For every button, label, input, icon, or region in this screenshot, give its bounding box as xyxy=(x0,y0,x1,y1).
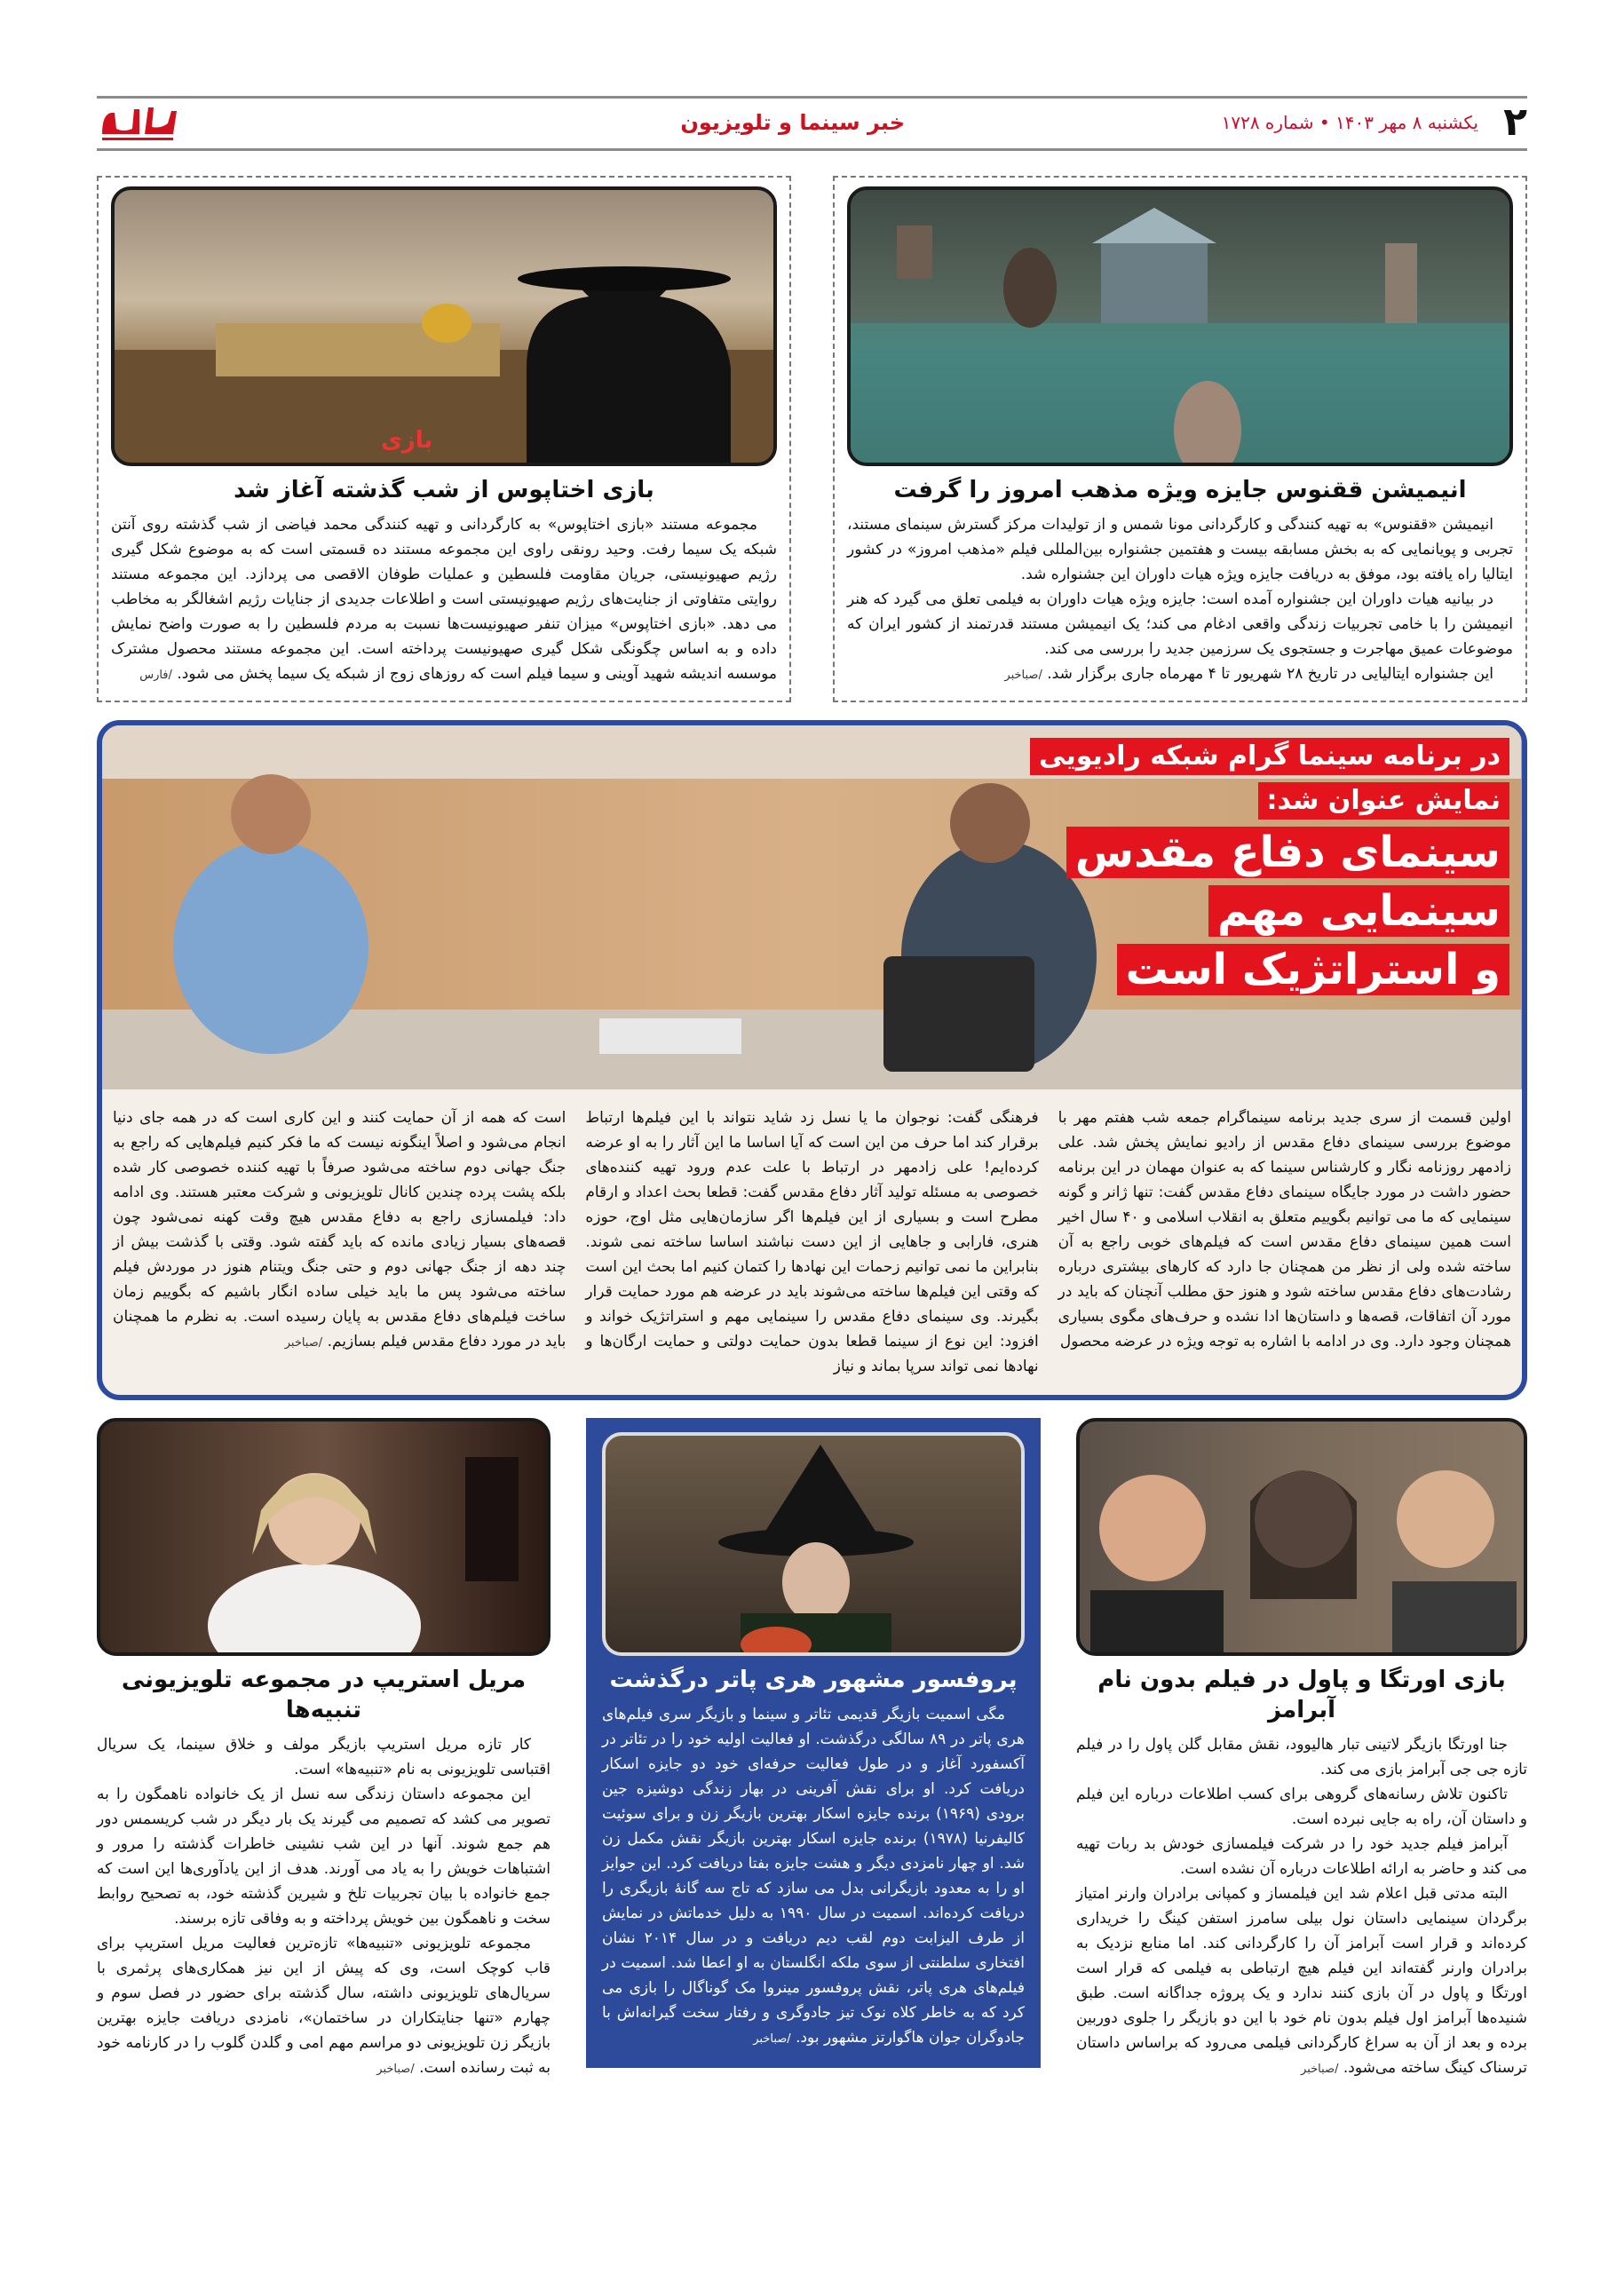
headline-qoqnoos: انیمیشن ققنوس جایزه ویژه مذهب امروز را گرفت xyxy=(893,477,1467,503)
radio-studio-photo xyxy=(102,725,1522,1089)
page-number: ۲ xyxy=(1503,99,1527,145)
paragraph: این مجموعه داستان زندگی سه نسل از یک خانواده ناهمگون را به تصویر می کشد که تصمیم می گیرند یک بار دیگر در شب کریسمس دور هم جمع شوند. آنها در این شب نشینی خاطرات گذشته را مرور و اشتباهات خویش را به یاد می آورند. هدف از این یادآوری‌ها این است که جمع خانواده با بیان تجربیات تلخ و شیرین گذشته خود، به تصحیح روابط سخت و ناهمگون بین خویش پرداخته و به وفاقی تازه برسند. xyxy=(97,1786,551,1928)
article-ortega-powell xyxy=(1076,1418,1527,2082)
bottom-row xyxy=(97,1418,1527,2082)
headline-ortega-powell: بازی اورتگا و پاول در فیلم بدون نام آبرامز xyxy=(1097,1667,1506,1723)
meryl-streep-photo xyxy=(97,1418,551,1656)
headline-line: و استراتژیک است xyxy=(1117,944,1509,995)
page-header xyxy=(97,96,1527,151)
article-box-qoqnoos xyxy=(833,176,1527,702)
article-body-qoqnoos xyxy=(847,512,1513,688)
article-box-octopus xyxy=(97,176,791,702)
top-row xyxy=(97,176,1527,702)
source-credit: /فارس xyxy=(139,669,172,682)
dateline: یکشنبه ۸ مهر ۱۴۰۳ • شماره ۱۷۲۸ xyxy=(1221,112,1478,133)
animation-still-photo xyxy=(847,186,1513,466)
paragraph: در بیانیه هیات داوران این جشنواره آمده است: جایزه ویژه هیات داوران به فیلمی تعلق می گیرد که هنر انیمیشن را با خامی تجربیات زندگی واقعی ادغام می کند؛ یک انیمیشن مستند قدرتمند از کشور ایران که موضوعات عمیق مهاجرت و جستجوی یک سرزمین جدید را بررسی می کند. xyxy=(847,590,1513,658)
article-meryl-streep xyxy=(97,1418,551,2082)
section-title: خبر سینما و تلویزیون xyxy=(680,110,905,135)
source-credit: /صباخبر xyxy=(753,2032,791,2046)
source-credit: /صباخبر xyxy=(1301,2063,1339,2076)
source-credit: /صباخبر xyxy=(284,1336,323,1350)
paragraph-text: مجموعه مستند «بازی اختاپوس» به کارگردانی و تهیه کنندگی محمد فیاضی از شب گذشته روی آنتن شبکه یک سیما رفت. وحید رونقی راوی این مجموعه مستند ده قسمتی است که به موضوع شکل گیری رژیم صهیونیستی، جریان مقاومت فلسطین و عملیات طوفان الاقصی می پردازد. این مجموعه مستند روایتی متفاوتی از جنایت‌های رژیم صهیونیستی است و اطلاعات جدیدی از جنایات رژیم اشغالگر به مخاطب می دهد. «بازی اختاپوس» میزان تنفر صهیونیست‌ها نسبت به مردم فلسطین را به صورت واضح نمایش داده و به اساس چگونگی شکل گیری صهیونیست پرداخته است. این مجموعه مستند محصول مشترک موسسه اندیشه شهید آوینی و سیما فیلم است که روزهای زوج از شبکه یک سیما پخش می شود. xyxy=(111,516,777,683)
headline-maggie-smith: پروفسور مشهور هری پاتر درگذشت xyxy=(609,1667,1018,1693)
paragraph: جنا اورتگا بازیگر لاتینی تبار هالیوود، نقش مقابل گلن پاول را در فیلم تازه جی جی آبرامز بازی می کند. xyxy=(1076,1736,1527,1778)
article-body-octopus xyxy=(111,512,777,688)
feature-column-2: فرهنگی گفت: نوجوان ما یا نسل زد شاید نتواند با این فیلم‌ها ارتباط برقرار کند اما حرف من این است که آیا اساسا ما این آثار را به او عرضه کرده‌ایم! علی زادمهر در ارتباط با علت عدم ورود تهیه کننده‌های خصوصی به مسئله تولید آثار دفاع مقدس گفت: قطعا بحث اعداد و ارقام مطرح است و بسیاری از این فیلم‌ها اگر سازمان‌هایی مثل اوج، حوزه هنری، فارابی و جاهایی از این دست نباشند اساسا ساخته نمی شوند. بنابراین ما نمی توانیم زحمات این نهادها را کتمان کنیم اما بحث این است که وقتی این فیلم‌ها ساخته می‌شوند باید در عرضه هم مورد حمایت قرار بگیرند. وی سینمای دفاع مقدس را سینمایی مهم و استراتژیک خواند و افزود: این نوع از سینما قطعا بدون حمایت دولتی و حمایت ارگان‌ها و نهادها نمی تواند سرپا بماند و نیاز xyxy=(585,1109,1039,1375)
feature-columns xyxy=(102,1089,1522,1395)
paragraph xyxy=(1076,1881,1527,2082)
paragraph xyxy=(602,1702,1025,2052)
octopus-documentary-photo xyxy=(111,186,777,466)
paragraph xyxy=(97,1931,551,2082)
feature-column-3 xyxy=(113,1105,566,1379)
article-body-meryl-streep xyxy=(97,1732,551,2082)
logo-icon xyxy=(97,102,178,143)
paragraph-text: مگی اسمیت بازیگر قدیمی تئاتر و سینما و بازیگر سری فیلم‌های هری پاتر در ۸۹ سالگی درگذشت. او فعالیت اولیه خود را در تئاتر در آکسفورد آغاز و در طول فعالیت حرفه‌ای خود دو جایزه اسکار دریافت کرد. او برای نقش آفرینی در بهار زندگی دوشیزه جین برودی (۱۹۶۹) برنده جایزه اسکار بهترین بازیگر زن و برای سوئیت کالیفرنیا (۱۹۷۸) برنده جایزه اسکار بهترین بازیگر نقش مکمل زن شد. او چهار نامزدی دیگر و هشت جایزه بفتا دریافت کرد. این جوایز او را به معدود بازیگرانی بدل می سازد که تاج سه گانهٔ بازیگری را دریافت کرده‌اند. اسمیت در سال ۱۹۹۰ به دلیل خدماتش در نمایش از طرف الیزابت دوم لقب دیم دریافت و در سال ۲۰۱۴ نشان افتخاری سلطنتی از سوی ملکه انگلستان به او اعطا شد. اسمیت در فیلم‌های هری پاتر، نقش پروفسور مینروا مک گوناگال را بازی می کرد که به خاطر کلاه نوک تیز جادوگری و رفتار سخت گیرانه‌اش با جادوگران جوان هاگوارتز مشهور بود. xyxy=(602,1706,1026,2047)
maggie-smith-photo xyxy=(602,1432,1025,1656)
paragraph: تاکنون تلاش رسانه‌های گروهی برای کسب اطلاعات درباره این فیلم و داستان آن، راه به جایی نبرده است. xyxy=(1076,1786,1527,1828)
paragraph xyxy=(847,661,1513,688)
paragraph xyxy=(111,512,777,688)
feature-headline-block xyxy=(1030,738,1509,1002)
paragraph: کار تازه مریل استریپ بازیگر مولف و خلاق سینما، یک سریال اقتباسی تلویزیونی به نام «تنبیه‌ها» است. xyxy=(97,1736,551,1778)
actors-photo xyxy=(1076,1418,1527,1656)
paragraph-text: مجموعه تلویزیونی «تنبیه‌ها» تازه‌ترین فعالیت مریل استریپ برای قاب کوچک است، وی که پیش از این نیز همکاری‌های پرثمری با سریال‌های تلویزیونی داشته، سال گذشته برای حضور در فصل سوم و چهارم «تنها جنایتکاران در ساختمان»، نامزدی دریافت جایزه بهترین بازیگر زن تلویزیونی دو مراسم مهم امی و گلدن گلوب را در کارنامه خود به ثبت رسانده است. xyxy=(97,1935,551,2077)
headline-line: سینمایی مهم xyxy=(1208,885,1509,937)
source-credit: /صباخبر xyxy=(376,2063,415,2076)
image-caption: بازی xyxy=(381,427,433,454)
headline-meryl-streep: مریل استریپ در مجموعه تلویزیونی تنبیه‌ها xyxy=(121,1667,527,1723)
article-box-maggie-smith xyxy=(586,1418,1041,2068)
paragraph: انیمیشن «ققنوس» به تهیه کنندگی و کارگردانی مونا شمس و از تولیدات مرکز گسترش سینمای مستند، تجربی و پویانمایی که به بخش مسابقه بیست و هفتمین جشنواره بین‌المللی فیلم «مذهب امروز» در کشور ایتالیا راه یافته بود، موفق به دریافت جایزه ویژه هیات داوران این جشنواره شد. xyxy=(847,516,1513,583)
headline-octopus: بازی اختاپوس از شب گذشته آغاز شد xyxy=(234,477,654,503)
jerusalem-silhouette-illustration xyxy=(111,190,773,466)
headline-line: سینمای دفاع مقدس xyxy=(1066,827,1509,878)
witch-hat-portrait-illustration xyxy=(602,1436,1021,1656)
article-body-maggie-smith xyxy=(602,1702,1025,2052)
meryl-streep-illustration xyxy=(97,1422,547,1656)
feature-column-1: اولین قسمت از سری جدید برنامه سینماگرام جمعه شب هفتم مهر با موضوع بررسی سینمای دفاع مقدس از رادیو نمایش پخش شد. علی زادمهر روزنامه نگار و کارشناس سینما که به عنوان مهمان در این برنامه حضور داشت در مورد جایگاه سینمای دفاع مقدس گفت: تنها ژانر و گونه سینمایی که ما می توانیم بگوییم متعلق به انقلاب اسلامی و ۴۰ سال اخیر است همین سینمای دفاع مقدس است که فیلم‌های خوبی راجع به آن ساخته شده ولی از نظر من همچنان جا دارد که کارهای بیشتری درباره رشادت‌های دفاع مقدس ساخته شود و هنوز حق مطلب آنچنان که باید در مورد آن اتفاقات، قصه‌ها و داستان‌ها ادا نشده و حرف‌های مگوی بسیاری همچنان وجود دارد. وی در ادامه با اشاره به توجه ویژه در عرضه محصول xyxy=(1058,1109,1511,1350)
paragraph-text: این جشنواره ایتالیایی در تاریخ ۲۸ شهریور تا ۴ مهرماه جاری برگزار شد. xyxy=(1047,665,1493,683)
carousel-scene-illustration xyxy=(847,190,1509,466)
source-credit: /صباخبر xyxy=(1004,669,1042,682)
feature-radio-program xyxy=(97,720,1527,1400)
kicker-line: در برنامه سینما گرام شبکه رادیویی xyxy=(1030,738,1509,775)
column-text: است که همه از آن حمایت کنند و این کاری است که در همه جای دنیا انجام می‌شود و اصلاً اینگونه نیست که ما فکر کنیم فیلم‌هایی که راجع به جنگ جهانی دوم ساخته می‌شود صرفاً با تهیه کننده خصوصی کار شده بلکه پشت پرده چندین کانال تلویزیونی و شرکت معتبر هستند. وی ادامه داد: فیلمسازی راجع به دفاع مقدس هیچ وقت کهنه نمی‌شود چون قصه‌های بسیار زیادی مانده که باید گفته شود. وقتی با گذشت بیش از چند دهه از جنگ جهانی دوم و حتی جنگ ویتنام هنوز در موردش فیلم ساخته می‌شود پس ما باید خیلی ساده انگار باشیم که بگوییم زمان ساخت فیلم‌های دفاع مقدس به پایان رسیده است. به نظرم ما همچنان باید در مورد دفاع مقدس فیلم بسازیم. xyxy=(113,1109,566,1350)
three-actors-illustration xyxy=(1076,1422,1524,1656)
paragraph-text: البته مدتی قبل اعلام شد این فیلمساز و کمپانی برادران وارنر امتیاز برگردان سینمایی داستان نول بیلی سامرز استفن کینگ را خریداری کرده‌اند و قرار است آبرامز آن را کارگردانی کند. اما منابع نزدیک به برادران وارنر گفته‌اند این فیلم هیچ ارتباطی به فیلمی که قرار است اورتگا و پاول در آن بازی کنند ندارد و یک پروژه جداگانه است. طبق شنیده‌ها آبرامز اول فیلم بدون نام خود با این دو بازیگر را جلوی دوربین برده و بعد از آن به سراغ کارگردانی فیلمی می‌رود که براساس داستان ترسناک کینگ ساخته می‌شود. xyxy=(1076,1885,1527,2077)
article-body-ortega-powell xyxy=(1076,1732,1527,2082)
newspaper-logo xyxy=(97,102,178,143)
paragraph: آبرامز فیلم جدید خود را در شرکت فیلمسازی خودش بد ربات تهیه می کند و حاضر به ارائه اطلاعات درباره آن نشده است. xyxy=(1076,1835,1527,1878)
kicker-line: نمایش عنوان شد: xyxy=(1258,782,1509,820)
